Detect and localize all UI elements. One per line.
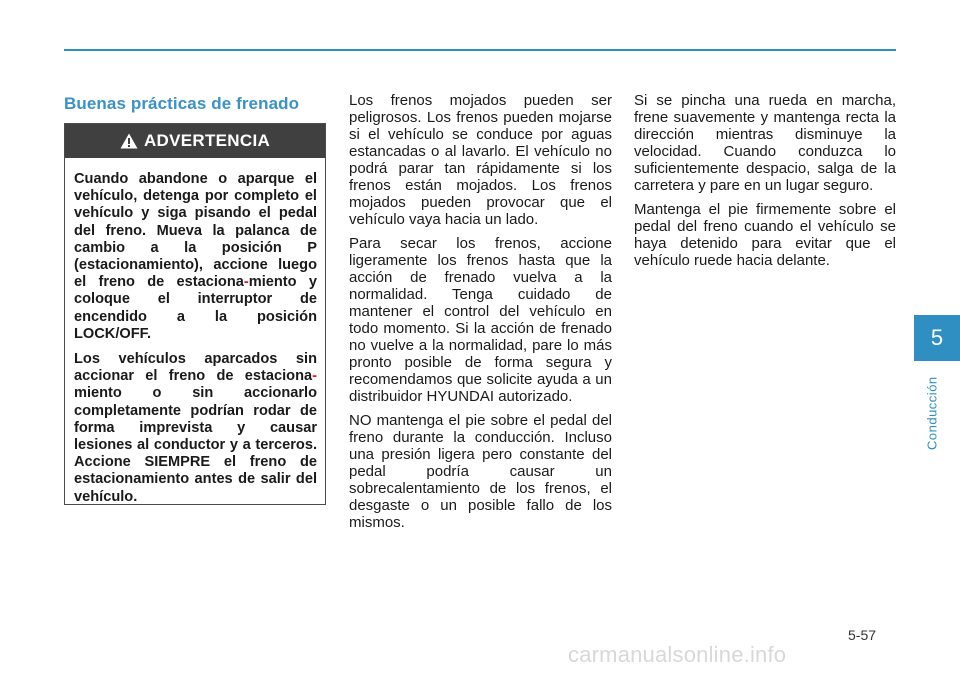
- warning-triangle-icon: [120, 133, 138, 149]
- page-number: 5-57: [848, 627, 877, 643]
- body-paragraph: Los frenos mojados pueden ser peligrosos. Los frenos pueden mojarse si el vehículo se conduce por aguas estancadas o al lavarlo. El vehículo no podrá parar tan rápidamente si los frenos están mojados. Los frenos mojados pueden provocar que el vehículo vaya hacia un lado.: [349, 92, 612, 228]
- body-paragraph: Si se pincha una rueda en marcha, frene suavemente y mantenga recta la dirección mientras disminuye la velocidad. Cuando conduzca lo suficientemente despacio, salga de la carretera y pare en un lugar seguro.: [634, 92, 896, 194]
- warning-text: miento y coloque el interruptor de encendido a la posición LOCK/OFF.: [74, 274, 317, 342]
- right-column: [634, 92, 896, 276]
- section-title: Buenas prácticas de frenado: [64, 94, 300, 113]
- watermark: carmanualsonline.info: [568, 642, 787, 667]
- chapter-tab: 5: [914, 315, 960, 361]
- warning-text: Cuando abandone o aparque el vehículo, detenga por completo el vehículo y siga pisando el pedal del freno. Mueva la palanca de cambio a la posición P (estacionamiento), accione luego el freno de estaciona: [74, 171, 317, 291]
- warning-paragraph: [74, 171, 317, 343]
- warning-paragraph: [74, 351, 317, 506]
- warning-body: [65, 158, 325, 506]
- warning-box: [64, 123, 326, 505]
- top-rule: [64, 49, 896, 51]
- body-paragraph: Para secar los frenos, accione ligeramente los frenos hasta que la acción de frenado vuelva a la normalidad. Tenga cuidado de mantener el control del vehículo en todo momento. Si la acción de frenado no vuelve a la normalidad, pare lo más pronto posible de forma segura y recomendamos que solicite ayuda a un distribuidor HYUNDAI autorizado.: [349, 235, 612, 405]
- middle-column: [349, 92, 612, 538]
- hyphen-mark: -: [312, 368, 317, 385]
- warning-text: miento o sin accionarlo completamente podrían rodar de forma imprevista y causar lesiones al conductor y a terceros. Accione SIEMPRE el freno de estacionamiento antes de salir del vehículo.: [74, 385, 317, 505]
- body-paragraph: NO mantenga el pie sobre el pedal del freno durante la conducción. Incluso una presión ligera pero constante del pedal podría causar un sobrecalentamiento de los frenos, el desgaste o un posible fallo de los mismos.: [349, 412, 612, 531]
- hyphen-mark: -: [243, 274, 249, 291]
- warning-header: [65, 124, 325, 158]
- warning-title: ADVERTENCIA: [143, 131, 271, 150]
- warning-text: Los vehículos aparcados sin accionar el freno de estaciona: [74, 351, 317, 385]
- body-paragraph: Mantenga el pie firmemente sobre el pedal del freno cuando el vehículo se haya detenido para evitar que el vehículo ruede hacia delante.: [634, 201, 896, 269]
- chapter-label: Conducción: [924, 376, 940, 450]
